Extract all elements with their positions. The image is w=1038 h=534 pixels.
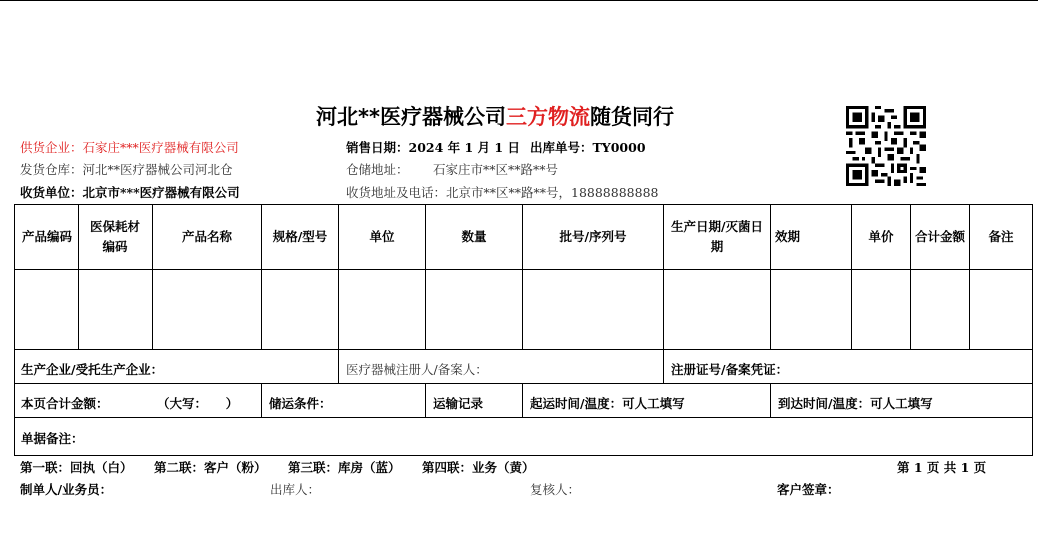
copy-1-receipt: 第一联：回执（白）: [20, 460, 133, 475]
header-batch-serial: 批号/序列号: [559, 229, 627, 244]
copy-4-business: 第四联：业务（黄）: [422, 460, 535, 475]
header-total-amount: 合计金额: [914, 229, 965, 244]
reg-cert-label: 注册证号/备案凭证：: [671, 362, 789, 377]
top-border: [0, 0, 1038, 1]
header-product-name: 产品名称: [181, 229, 232, 244]
header-remarks: 备注: [988, 229, 1014, 244]
header-spec-model: 规格/型号: [272, 229, 328, 244]
storage-condition-label: 储运条件：: [269, 396, 332, 411]
header-unit: 单位: [369, 229, 395, 244]
total-amount-label: 本页合计金额：: [21, 396, 109, 411]
copy-3-warehouse: 第三联：库房（蓝）: [288, 460, 401, 475]
document-remark-label: 单据备注：: [21, 431, 84, 446]
page-info: 第 1 页 共 1 页: [897, 460, 987, 475]
header-quantity: 数量: [461, 229, 487, 244]
title-doc-type: 随货同行: [589, 105, 674, 129]
receiver-info: 收货单位：北京市***医疗器械有限公司: [20, 185, 240, 200]
goods-table: [14, 204, 1033, 456]
supplier-info: 供货企业：石家庄***医疗器械有限公司: [20, 140, 239, 155]
maker-label: 制单人/业务员：: [20, 482, 113, 497]
qr-code-icon: [846, 106, 926, 186]
title-logistics: 三方物流: [505, 105, 590, 129]
reviewer-label: 复核人：: [530, 482, 581, 497]
storage-address: 石家庄市**区**路**号: [433, 162, 559, 177]
title-company: 河北**医疗器械公司: [316, 105, 506, 129]
document-title: [316, 101, 674, 131]
arrival-time-temp: 到达时间/温度：可人工填写: [778, 396, 933, 411]
header-expiry: 效期: [775, 229, 801, 244]
header-insurance-code: 医保耗材编码: [89, 219, 140, 254]
warehouse-info: 发货仓库：河北**医疗器械公司河北仓: [20, 162, 233, 177]
outbound-person-label: 出库人：: [270, 482, 321, 497]
customer-signature-label: 客户签章：: [777, 482, 840, 497]
header-unit-price: 单价: [868, 229, 894, 244]
departure-time-temp: 起运时间/温度：可人工填写: [530, 396, 685, 411]
transport-record-label: 运输记录: [433, 396, 484, 411]
header-production-date: 生产日期/灭菌日期: [670, 219, 764, 254]
receiver-address: 收货地址及电话：北京市**区**路**号，18888888888: [346, 185, 659, 200]
copy-2-customer: 第二联：客户（粉）: [154, 460, 267, 475]
sale-date: 销售日期：2024 年 1 月 1 日: [346, 140, 520, 155]
total-upper-label: （大写： ）: [157, 396, 239, 411]
manufacturer-label: 生产企业/受托生产企业：: [21, 362, 164, 377]
registrant-label: 医疗器械注册人/备案人：: [346, 362, 488, 377]
header-product-code: 产品编码: [21, 229, 72, 244]
outbound-number: 出库单号：TY0000: [530, 140, 646, 155]
storage-address-label: 仓储地址：: [346, 162, 409, 177]
